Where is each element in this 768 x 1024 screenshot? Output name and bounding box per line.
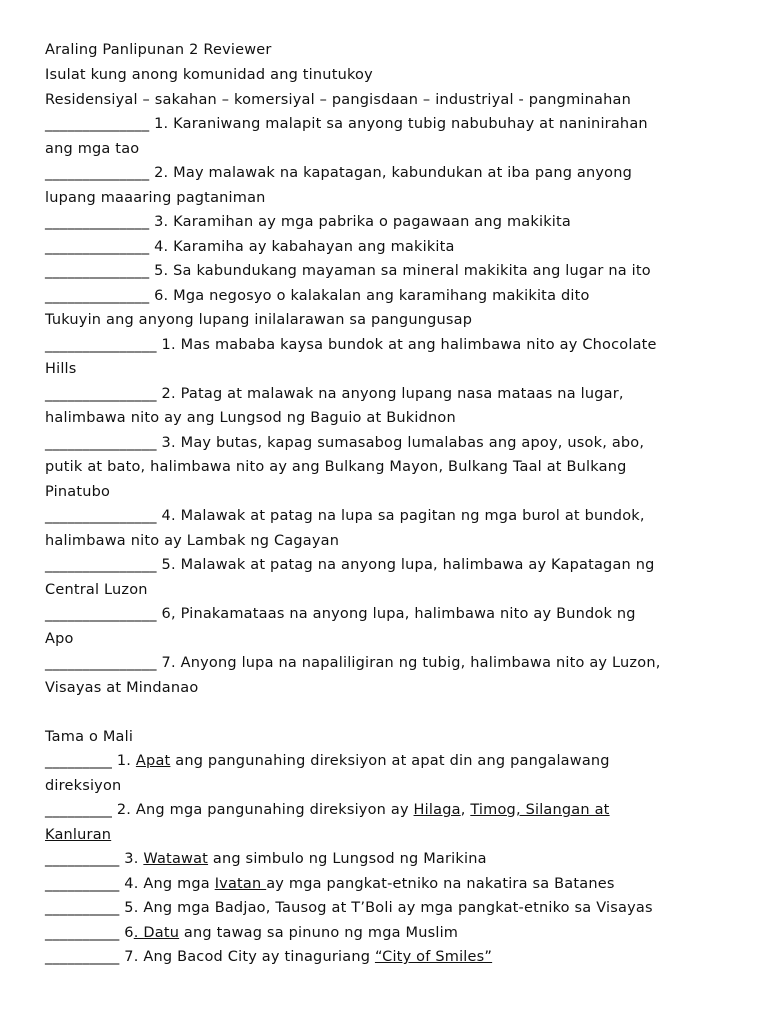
underlined-term: Apat — [135, 753, 171, 769]
item-text: 1. — [112, 753, 136, 769]
part2-item-3-cont2: Pinatubo — [45, 484, 111, 500]
part1-item-2: ______________ 2. May malawak na kapatagan, kabundukan at iba pang anyong — [45, 165, 633, 181]
underlined-term: Watawat — [143, 851, 209, 867]
part2-item-6-cont: Apo — [45, 631, 74, 647]
item-text: 3. — [119, 851, 144, 867]
part3-item-2 — [45, 800, 735, 820]
part2-item-5: _______________ 5. Malawak at patag na anyong lupa, halimbawa ay Kapatagan ng — [45, 557, 655, 573]
part2-item-4: _______________ 4. Malawak at patag na lupa sa pagitan ng mga burol at bundok, — [45, 508, 645, 524]
answer-blank: __________ — [45, 876, 120, 892]
underlined-term: . Datu — [133, 925, 180, 941]
part1-item-4: ______________ 4. Karamiha ay kabahayan ang makikita — [45, 239, 455, 255]
part2-item-2: _______________ 2. Patag at malawak na anyong lupang nasa mataas na lugar, — [45, 386, 624, 402]
part3-item-4 — [45, 874, 735, 894]
part2-item-2-cont: halimbawa nito ay ang Lungsod ng Baguio at Bukidnon — [45, 410, 456, 426]
part3-item-3 — [45, 849, 735, 869]
part1-item-3: ______________ 3. Karamihan ay mga pabrika o pagawaan ang makikita — [45, 214, 571, 230]
part2-item-1: _______________ 1. Mas mababa kaysa bundok at ang halimbawa nito ay Chocolate — [45, 337, 657, 353]
answer-blank: __________ — [45, 900, 120, 916]
part2-instruction: Tukuyin ang anyong lupang inilalarawan sa pangungusap — [45, 312, 473, 328]
part1-item-5: ______________ 5. Sa kabundukang mayaman sa mineral makikita ang lugar na ito — [45, 263, 651, 279]
part1-item-1-cont: ang mga tao — [45, 141, 140, 157]
item-text: 5. Ang mga Badjao, Tausog at T’Boli ay mga pangkat-etniko sa Visayas — [119, 900, 653, 916]
item-text: 2. Ang mga pangunahing direksiyon ay — [112, 802, 414, 818]
item-text: ang tawag sa pinuno ng mga Muslim — [179, 925, 459, 941]
part2-item-1-cont: Hills — [45, 361, 77, 377]
part1-item-1: ______________ 1. Karaniwang malapit sa anyong tubig nabubuhay at naninirahan — [45, 116, 648, 132]
part2-item-7: _______________ 7. Anyong lupa na napaliligiran ng tubig, halimbawa nito ay Luzon, — [45, 655, 661, 671]
part2-item-5-cont: Central Luzon — [45, 582, 148, 598]
underlined-term: Timog, Silangan at — [470, 802, 610, 818]
answer-blank: __________ — [45, 925, 120, 941]
part1-instruction: Isulat kung anong komunidad ang tinutukoy — [45, 67, 373, 83]
item-text: 4. Ang mga — [119, 876, 215, 892]
part1-item-2-cont: lupang maaaring pagtaniman — [45, 190, 266, 206]
part2-item-6: _______________ 6, Pinakamataas na anyong lupa, halimbawa nito ay Bundok ng — [45, 606, 636, 622]
item-text: 7. Ang Bacod City ay tinaguriang — [119, 949, 375, 965]
answer-blank: _________ — [45, 753, 113, 769]
answer-blank: __________ — [45, 949, 120, 965]
part3-item-5 — [45, 898, 735, 918]
part2-item-4-cont: halimbawa nito ay Lambak ng Cagayan — [45, 533, 340, 549]
part1-item-6: ______________ 6. Mga negosyo o kalakalan ang karamihang makikita dito — [45, 288, 590, 304]
item-text: 6 — [119, 925, 134, 941]
item-text: ang pangunahing direksiyon at apat din ang pangalawang — [170, 753, 610, 769]
part3-item-1-cont: direksiyon — [45, 778, 122, 794]
part2-item-3: _______________ 3. May butas, kapag sumasabog lumalabas ang apoy, usok, abo, — [45, 435, 645, 451]
item-text: ay mga pangkat-etniko na nakatira sa Batanes — [266, 876, 615, 892]
part2-item-7-cont: Visayas at Mindanao — [45, 680, 199, 696]
part2-item-3-cont: putik at bato, halimbawa nito ay ang Bulkang Mayon, Bulkang Taal at Bulkang — [45, 459, 627, 475]
underlined-term: “City of Smiles” — [374, 949, 493, 965]
item-text: ang simbulo ng Lungsod ng Marikina — [208, 851, 487, 867]
answer-blank: __________ — [45, 851, 120, 867]
part1-choices: Residensiyal – sakahan – komersiyal – pangisdaan – industriyal - pangminahan — [45, 92, 631, 108]
item-text: , — [460, 802, 471, 818]
underlined-term: Hilaga — [413, 802, 461, 818]
underlined-term: Ivatan — [214, 876, 267, 892]
document-title: Araling Panlipunan 2 Reviewer — [45, 42, 272, 58]
answer-blank: _________ — [45, 802, 113, 818]
part3-instruction: Tama o Mali — [45, 729, 134, 745]
part3-item-6 — [45, 923, 735, 943]
part3-item-2-cont: Kanluran — [45, 827, 112, 843]
part3-item-1 — [45, 751, 735, 771]
part3-item-7 — [45, 947, 735, 967]
